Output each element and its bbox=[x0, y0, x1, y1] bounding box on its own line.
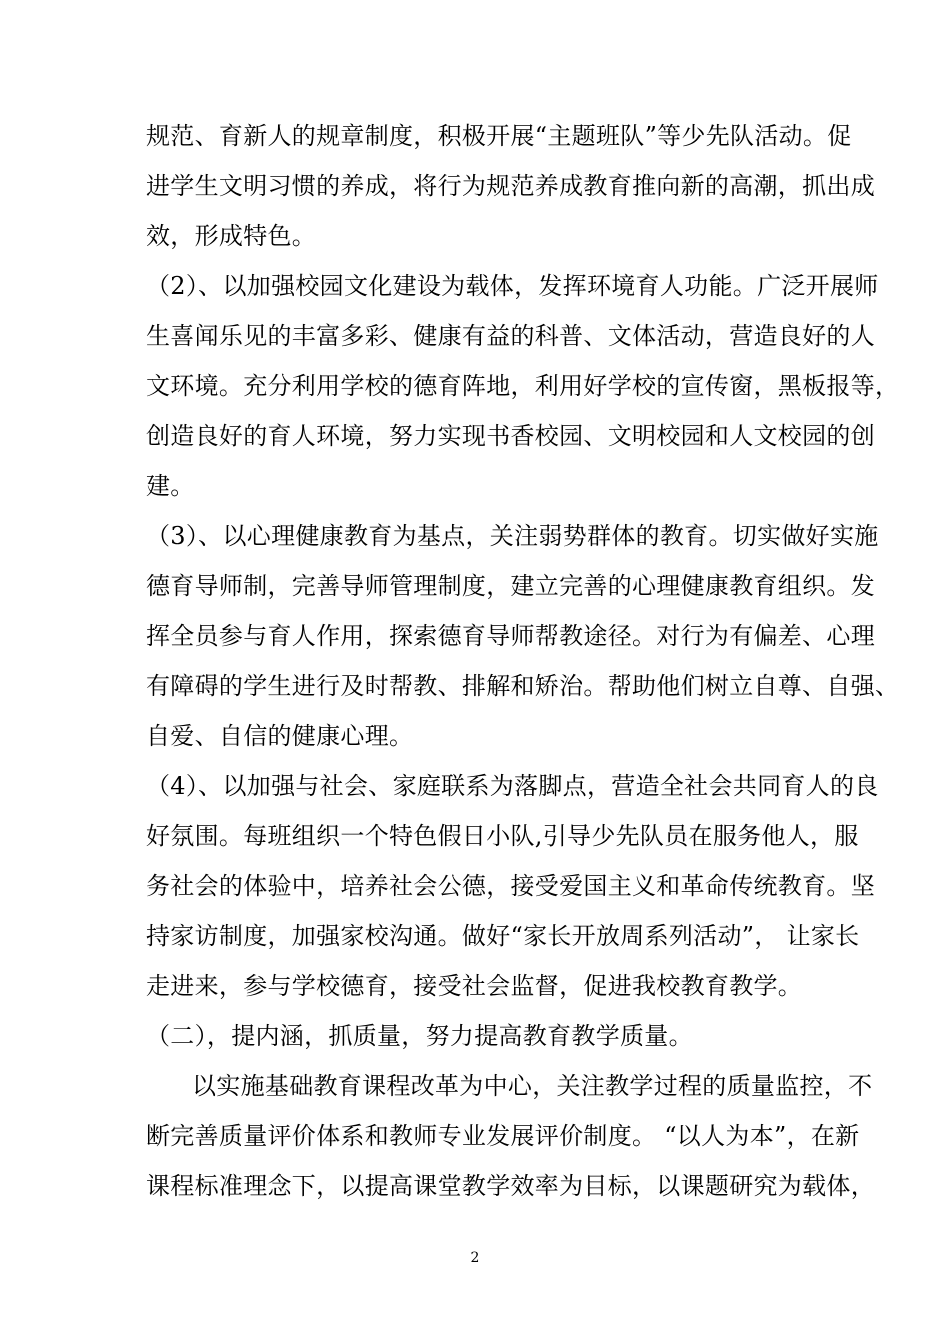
text-line: （4）、以加强与社会、家庭联系为落脚点，营造全社会共同育人的良 bbox=[146, 772, 879, 800]
text-line: 文环境。充分利用学校的德育阵地，利用好学校的宣传窗，黑板报等， bbox=[146, 372, 900, 400]
text-line: 挥全员参与育人作用，探索德育导师帮教途径。对行为有偏差、心理 bbox=[146, 622, 875, 650]
text-line: 建。 bbox=[146, 472, 195, 500]
text-line: 走进来，参与学校德育，接受社会监督，促进我校教育教学。 bbox=[146, 972, 803, 1000]
text-line: 自爱、自信的健康心理。 bbox=[146, 722, 414, 750]
text-line: 务社会的体验中，培养社会公德，接受爱国主义和革命传统教育。坚 bbox=[146, 872, 875, 900]
text-line: （2）、以加强校园文化建设为载体，发挥环境育人功能。广泛开展师 bbox=[146, 272, 879, 300]
text-line: 规范、育新人的规章制度，积极开展“主题班队”等少先队活动。促 bbox=[146, 122, 852, 150]
text-line: （3）、以心理健康教育为基点，关注弱势群体的教育。切实做好实施 bbox=[146, 522, 879, 550]
text-line: 好氛围。每班组织一个特色假日小队,引导少先队员在服务他人，服 bbox=[146, 822, 859, 850]
text-line: 持家访制度，加强家校沟通。做好“家长开放周系列活动”， 让家长 bbox=[146, 922, 860, 950]
text-line: 效，形成特色。 bbox=[146, 222, 317, 250]
text-line: （二），提内涵，抓质量，努力提高教育教学质量。 bbox=[146, 1022, 693, 1050]
text-line: 生喜闻乐见的丰富多彩、健康有益的科普、文体活动，营造良好的人 bbox=[146, 322, 875, 350]
text-line: 有障碍的学生进行及时帮教、排解和矫治。帮助他们树立自尊、自强、 bbox=[146, 672, 900, 700]
text-line: 课程标准理念下，以提高课堂教学效率为目标，以课题研究为载体， bbox=[146, 1172, 875, 1200]
text-line: 创造良好的育人环境，努力实现书香校园、文明校园和人文校园的创 bbox=[146, 422, 875, 450]
text-line: 断完善质量评价体系和教师专业发展评价制度。 “以人为本”，在新 bbox=[146, 1122, 860, 1150]
text-line: 进学生文明习惯的养成，将行为规范养成教育推向新的高潮，抓出成 bbox=[146, 172, 875, 200]
text-line: 德育导师制，完善导师管理制度，建立完善的心理健康教育组织。发 bbox=[146, 572, 875, 600]
page-number: 2 bbox=[470, 1250, 480, 1266]
text-line: 以实施基础教育课程改革为中心，关注教学过程的质量监控，不 bbox=[192, 1072, 873, 1100]
